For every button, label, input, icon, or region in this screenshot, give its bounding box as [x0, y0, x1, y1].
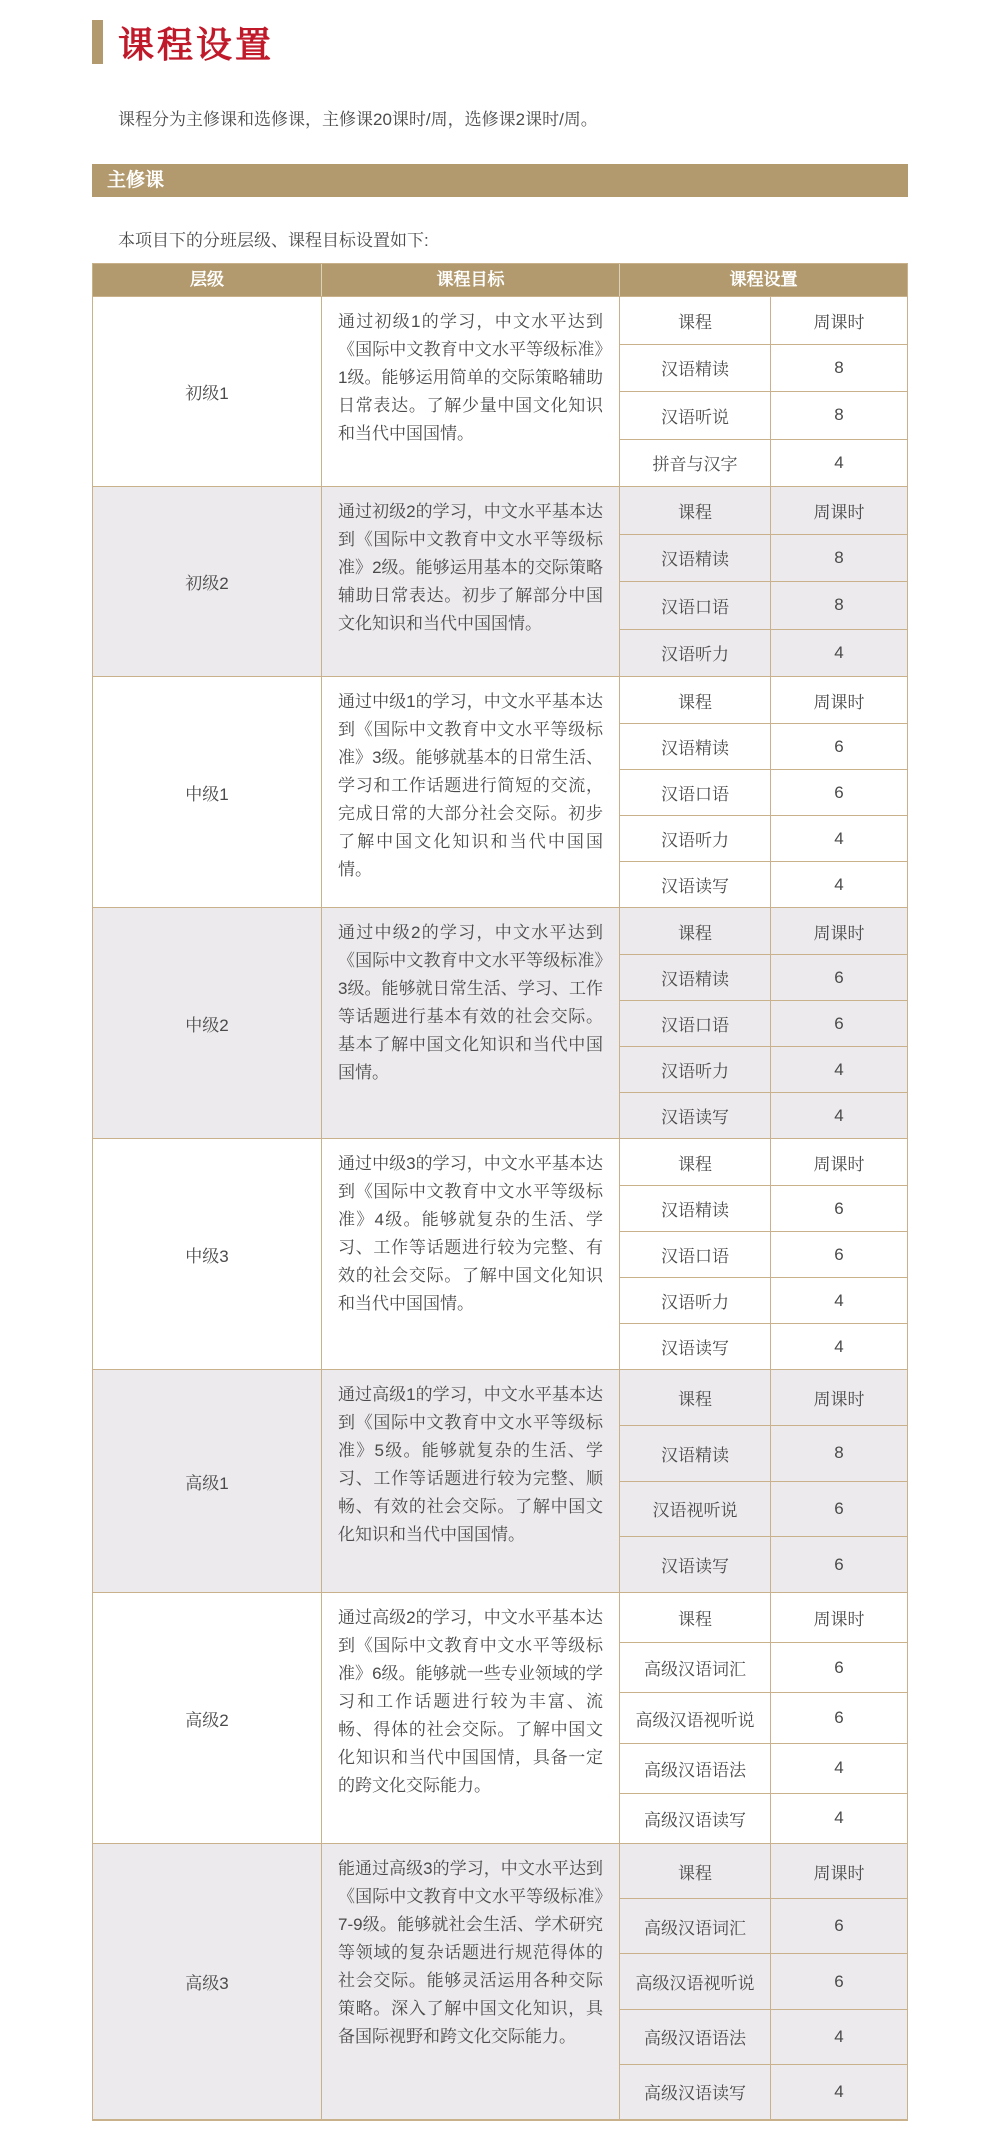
level-name: 中级1: [93, 677, 322, 907]
course-row: [620, 1185, 907, 1231]
course-name: 汉语听力: [620, 1047, 771, 1092]
level-name: 中级3: [93, 1139, 322, 1369]
course-col-label: 课程: [620, 908, 771, 954]
hours-col-label: 周课时: [813, 502, 865, 522]
course-row: [620, 1231, 907, 1277]
course-row: [620, 1092, 907, 1138]
header-objective: 课程目标: [322, 264, 620, 296]
course-sub-table: [620, 297, 907, 486]
course-name: 汉语口语: [620, 1001, 771, 1046]
course-sub-table: [620, 1844, 907, 2119]
course-hours: 4: [834, 1059, 844, 1079]
course-subheader-row: [620, 1370, 907, 1425]
course-col-label: 课程: [620, 1139, 771, 1185]
course-name: 高级汉语视听说: [620, 1954, 771, 2008]
level-objective: 通过中级3的学习，中文水平基本达到《国际中文教育中文水平等级标准》4级。能够就复杂的生活、学习、工作等话题进行较为完整、有效的社会交际。了解中国文化知识和当代中国国情。: [322, 1139, 620, 1369]
course-sub-table: [620, 1370, 907, 1592]
page-title: 课程设置: [118, 23, 275, 65]
course-hours: 4: [834, 874, 844, 894]
course-name: 高级汉语读写: [620, 1794, 771, 1843]
hours-col-label: 周课时: [813, 1389, 865, 1409]
levels-body: [93, 296, 907, 2119]
course-name: 高级汉语语法: [620, 2010, 771, 2064]
course-name: 高级汉语词汇: [620, 1899, 771, 1953]
course-sub-table: [620, 677, 907, 907]
course-row: [620, 1692, 907, 1742]
level-row: [93, 296, 907, 486]
course-row: [620, 1642, 907, 1692]
course-name: 汉语口语: [620, 1232, 771, 1277]
course-row: [620, 534, 907, 582]
course-hours: 6: [834, 1916, 844, 1936]
course-col-label: 课程: [620, 487, 771, 534]
course-hours: 6: [834, 1554, 844, 1574]
course-subheader-row: [620, 297, 907, 344]
course-name: 汉语视听说: [620, 1482, 771, 1537]
course-hours: 4: [834, 2081, 844, 2101]
level-objective: 通过高级1的学习，中文水平基本达到《国际中文教育中文水平等级标准》5级。能够就复杂的生活、学习、工作等话题进行较为完整、顺畅、有效的社会交际。了解中国文化知识和当代中国国情。: [322, 1370, 620, 1592]
course-name: 汉语精读: [620, 955, 771, 1000]
course-hours: 6: [834, 967, 844, 987]
course-hours: 4: [834, 452, 844, 472]
hours-col-label: 周课时: [813, 923, 865, 943]
level-row: [93, 1843, 907, 2119]
level-name: 初级2: [93, 487, 322, 676]
hours-col-label: 周课时: [813, 312, 865, 332]
course-name: 汉语口语: [620, 770, 771, 815]
course-subheader-row: [620, 908, 907, 954]
level-name: 初级1: [93, 297, 322, 486]
level-name: 高级1: [93, 1370, 322, 1592]
course-hours: 6: [834, 1971, 844, 1991]
course-name: 汉语听说: [620, 392, 771, 439]
course-hours: 4: [834, 1758, 844, 1778]
level-row: [93, 1369, 907, 1592]
course-name: 高级汉语读写: [620, 2065, 771, 2119]
level-row: [93, 1592, 907, 1843]
table-header-row: [93, 264, 907, 296]
course-col-label: 课程: [620, 1593, 771, 1642]
course-row: [620, 1793, 907, 1843]
course-row: [620, 439, 907, 487]
course-col-label: 课程: [620, 297, 771, 344]
course-col-label: 课程: [620, 1370, 771, 1425]
course-name: 高级汉语语法: [620, 1744, 771, 1793]
hours-col-label: 周课时: [813, 1863, 865, 1883]
course-settings-table: [92, 263, 908, 2121]
course-sub-table: [620, 1139, 907, 1369]
course-row: [620, 1323, 907, 1369]
course-row: [620, 1898, 907, 1953]
course-hours: 6: [834, 1013, 844, 1033]
course-row: [620, 1046, 907, 1092]
course-hours: 4: [834, 2026, 844, 2046]
course-row: [620, 1536, 907, 1592]
course-name: 汉语精读: [620, 1186, 771, 1231]
course-name: 汉语口语: [620, 582, 771, 629]
course-hours: 8: [834, 1443, 844, 1463]
course-subheader-row: [620, 487, 907, 534]
course-name: 高级汉语视听说: [620, 1693, 771, 1742]
course-row: [620, 769, 907, 815]
header-settings: 课程设置: [729, 270, 798, 289]
title-row: [92, 18, 908, 66]
course-row: [620, 861, 907, 907]
level-objective: 能通过高级3的学习，中文水平达到《国际中文教育中文水平等级标准》7-9级。能够就社会生活、学术研究等领域的复杂话题进行规范得体的社会交际。能够灵活运用各种交际策略。深入了解中国文化知识，具备国际视野和跨文化交际能力。: [322, 1844, 620, 2119]
course-name: 汉语精读: [620, 345, 771, 392]
title-accent-bar: [92, 20, 103, 64]
course-name: 汉语读写: [620, 1093, 771, 1138]
level-name: 高级2: [93, 1593, 322, 1843]
level-name: 中级2: [93, 908, 322, 1138]
course-name: 汉语精读: [620, 535, 771, 582]
header-level: 层级: [93, 264, 322, 296]
course-name: 汉语精读: [620, 1426, 771, 1481]
course-hours: 6: [834, 1708, 844, 1727]
course-row: [620, 1481, 907, 1537]
course-name: 汉语听力: [620, 1278, 771, 1323]
course-sub-table: [620, 1593, 907, 1843]
course-row: [620, 1000, 907, 1046]
course-row: [620, 1743, 907, 1793]
hours-col-label: 周课时: [813, 1154, 865, 1174]
course-row: [620, 2009, 907, 2064]
course-col-label: 课程: [620, 677, 771, 723]
course-name: 汉语精读: [620, 724, 771, 769]
course-subheader-row: [620, 1593, 907, 1642]
course-row: [620, 391, 907, 439]
course-subheader-row: [620, 677, 907, 723]
level-objective: 通过中级2的学习，中文水平达到《国际中文教育中文水平等级标准》3级。能够就日常生活、学习、工作等话题进行基本有效的社会交际。基本了解中国文化知识和当代中国国情。: [322, 908, 620, 1138]
course-row: [620, 1425, 907, 1481]
level-row: [93, 1138, 907, 1369]
level-row: [93, 486, 907, 676]
course-hours: 6: [834, 1198, 844, 1218]
course-row: [620, 723, 907, 769]
level-objective: 通过中级1的学习，中文水平基本达到《国际中文教育中文水平等级标准》3级。能够就基本的日常生活、学习和工作话题进行简短的交流，完成日常的大部分社会交际。初步了解中国文化知识和当代中国国情。: [322, 677, 620, 907]
level-objective: 通过高级2的学习，中文水平基本达到《国际中文教育中文水平等级标准》6级。能够就一些专业领域的学习和工作话题进行较为丰富、流畅、得体的社会交际。了解中国文化知识和当代中国国情，具备一定的跨文化交际能力。: [322, 1593, 620, 1843]
course-hours: 4: [834, 642, 844, 662]
course-row: [620, 1953, 907, 2008]
level-objective: 通过初级2的学习，中文水平基本达到《国际中文教育中文水平等级标准》2级。能够运用基本的交际策略辅助日常表达。初步了解部分中国文化知识和当代中国国情。: [322, 487, 620, 676]
intro-text: 课程分为主修课和选修课，主修课20课时/周，选修课2课时/周。: [118, 110, 598, 129]
course-name: 汉语听力: [620, 630, 771, 677]
level-row: [93, 676, 907, 907]
course-hours: 6: [834, 1244, 844, 1264]
course-name: 汉语听力: [620, 816, 771, 861]
course-row: [620, 954, 907, 1000]
course-row: [620, 581, 907, 629]
course-hours: 6: [834, 782, 844, 802]
course-name: 汉语读写: [620, 862, 771, 907]
course-hours: 8: [834, 547, 844, 567]
course-hours: 6: [834, 1498, 844, 1518]
level-name: 高级3: [93, 1844, 322, 2119]
course-sub-table: [620, 487, 907, 676]
course-row: [620, 1277, 907, 1323]
hours-col-label: 周课时: [813, 692, 865, 712]
hours-col-label: 周课时: [813, 1610, 865, 1630]
course-hours: 4: [834, 1290, 844, 1310]
level-row: [93, 907, 907, 1138]
course-hours: 8: [834, 405, 844, 425]
course-name: 高级汉语词汇: [620, 1643, 771, 1692]
course-row: [620, 344, 907, 392]
course-subheader-row: [620, 1844, 907, 1898]
course-hours: 4: [834, 828, 844, 848]
section-band-main-courses: 主修课: [92, 164, 908, 197]
course-row: [620, 629, 907, 677]
course-row: [620, 815, 907, 861]
course-hours: 4: [834, 1808, 844, 1828]
course-col-label: 课程: [620, 1844, 771, 1898]
course-hours: 4: [834, 1105, 844, 1125]
table-intro-text: 本项目下的分班层级、课程目标设置如下:: [118, 231, 429, 250]
course-name: 汉语读写: [620, 1324, 771, 1369]
course-hours: 8: [834, 595, 844, 615]
course-hours: 4: [834, 1336, 844, 1356]
course-sub-table: [620, 908, 907, 1138]
course-subheader-row: [620, 1139, 907, 1185]
course-row: [620, 2064, 907, 2119]
course-hours: 6: [834, 736, 844, 756]
course-name: 拼音与汉字: [620, 440, 771, 487]
course-name: 汉语读写: [620, 1537, 771, 1592]
course-hours: 6: [834, 1657, 844, 1677]
course-hours: 8: [834, 357, 844, 377]
level-objective: 通过初级1的学习，中文水平达到《国际中文教育中文水平等级标准》1级。能够运用简单的交际策略辅助日常表达。了解少量中国文化知识和当代中国国情。: [322, 297, 620, 486]
